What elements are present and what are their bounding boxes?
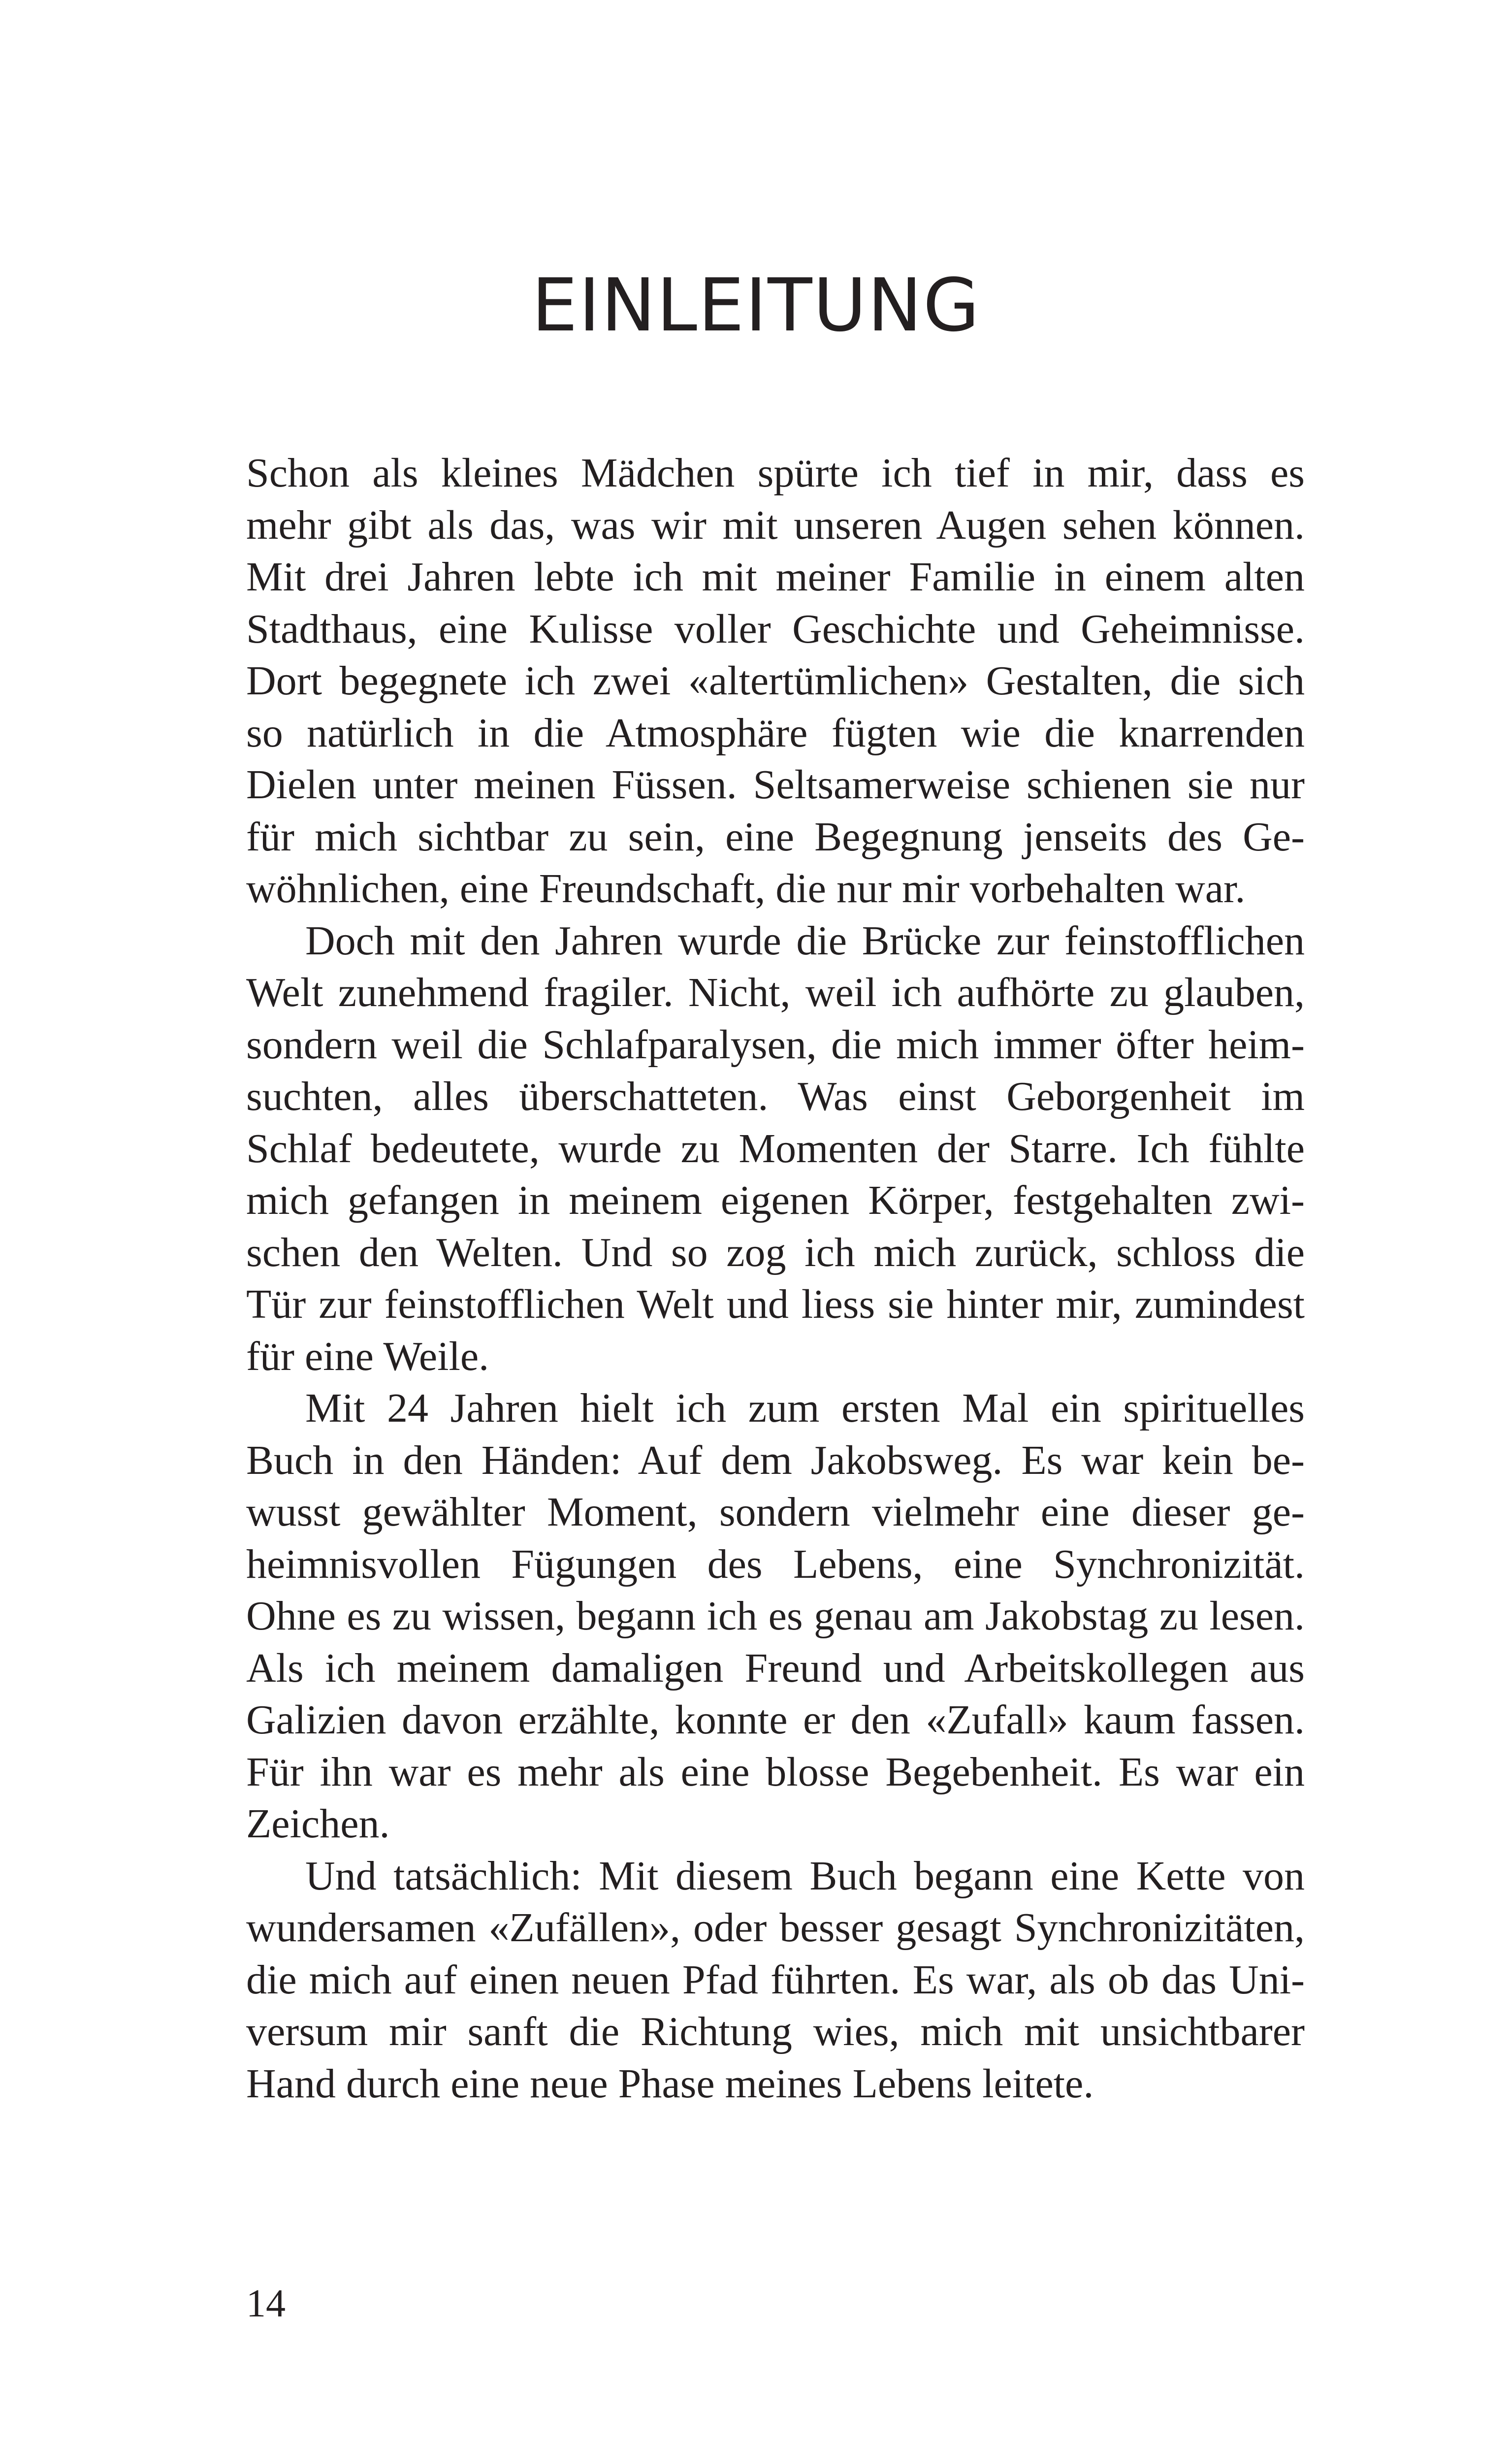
text-line: Und tatsächlich: Mit diesem Buch begann eine Kette von bbox=[305, 1853, 1305, 1899]
text-line: Schon als kleines Mädchen spürte ich tief in mir, dass es bbox=[246, 450, 1305, 496]
text-line: Hand durch eine neue Phase meines Lebens leitete. bbox=[246, 2060, 1094, 2107]
chapter-title: EINLEITUNG bbox=[531, 263, 981, 348]
text-line: Dort begegnete ich zwei «altertümlichen» Gestalten, die sich bbox=[246, 658, 1305, 704]
text-line: Galizien davon erzählte, konnte er den «Zufall» kaum fassen. bbox=[246, 1697, 1305, 1743]
text-line: Schlaf bedeutete, wurde zu Momenten der Starre. Ich fühlte bbox=[246, 1125, 1305, 1172]
text-line: Stadthaus, eine Kulisse voller Geschichte und Geheimnisse. bbox=[246, 606, 1305, 652]
body-text bbox=[246, 447, 1305, 2110]
text-line: mehr gibt als das, was wir mit unseren Augen sehen können. bbox=[246, 502, 1305, 548]
text-line: heimnisvollen Fügungen des Lebens, eine Synchronizität. bbox=[246, 1541, 1305, 1587]
text-line: die mich auf einen neuen Pfad führten. Es war, als ob das Uni- bbox=[246, 1956, 1305, 2003]
text-line: Zeichen. bbox=[246, 1801, 390, 1847]
text-line: schen den Welten. Und so zog ich mich zurück, schloss die bbox=[246, 1229, 1305, 1275]
text-line: Mit 24 Jahren hielt ich zum ersten Mal ein spirituelles bbox=[305, 1385, 1305, 1431]
text-line: Mit drei Jahren lebte ich mit meiner Familie in einem alten bbox=[246, 554, 1305, 600]
text-line: Ohne es zu wissen, begann ich es genau am Jakobstag zu lesen. bbox=[246, 1593, 1305, 1639]
text-line: Buch in den Händen: Auf dem Jakobsweg. Es war kein be- bbox=[246, 1437, 1305, 1483]
text-line: wundersamen «Zufällen», oder besser gesagt Synchronizitäten, bbox=[246, 1905, 1305, 1951]
text-line: suchten, alles überschatteten. Was einst Geborgenheit im bbox=[246, 1074, 1305, 1119]
text-line: Tür zur feinstofflichen Welt und liess sie hinter mir, zumindest bbox=[246, 1281, 1305, 1327]
text-line: so natürlich in die Atmosphäre fügten wie die knarrenden bbox=[246, 710, 1305, 756]
text-line: Als ich meinem damaligen Freund und Arbeitskollegen aus bbox=[246, 1645, 1305, 1691]
text-line: mich gefangen in meinem eigenen Körper, festgehalten zwi- bbox=[246, 1177, 1305, 1223]
text-line: Für ihn war es mehr als eine blosse Begebenheit. Es war ein bbox=[246, 1749, 1305, 1795]
text-line: versum mir sanft die Richtung wies, mich mit unsichtbarer bbox=[246, 2009, 1305, 2054]
text-line: für mich sichtbar zu sein, eine Begegnung jenseits des Ge- bbox=[246, 814, 1305, 860]
text-line: wusst gewählter Moment, sondern vielmehr eine dieser ge- bbox=[246, 1489, 1305, 1535]
text-line: wöhnlichen, eine Freundschaft, die nur mir vorbehalten war. bbox=[246, 866, 1246, 912]
page-number: 14 bbox=[246, 2282, 286, 2325]
text-line: Dielen unter meinen Füssen. Seltsamerweise schienen sie nur bbox=[246, 762, 1305, 808]
text-line: Doch mit den Jahren wurde die Brücke zur feinstofflichen bbox=[305, 917, 1305, 964]
text-line: Welt zunehmend fragiler. Nicht, weil ich aufhörte zu glauben, bbox=[246, 970, 1305, 1015]
text-line: für eine Weile. bbox=[246, 1333, 489, 1379]
text-line: sondern weil die Schlafparalysen, die mich immer öfter heim- bbox=[246, 1021, 1305, 1068]
